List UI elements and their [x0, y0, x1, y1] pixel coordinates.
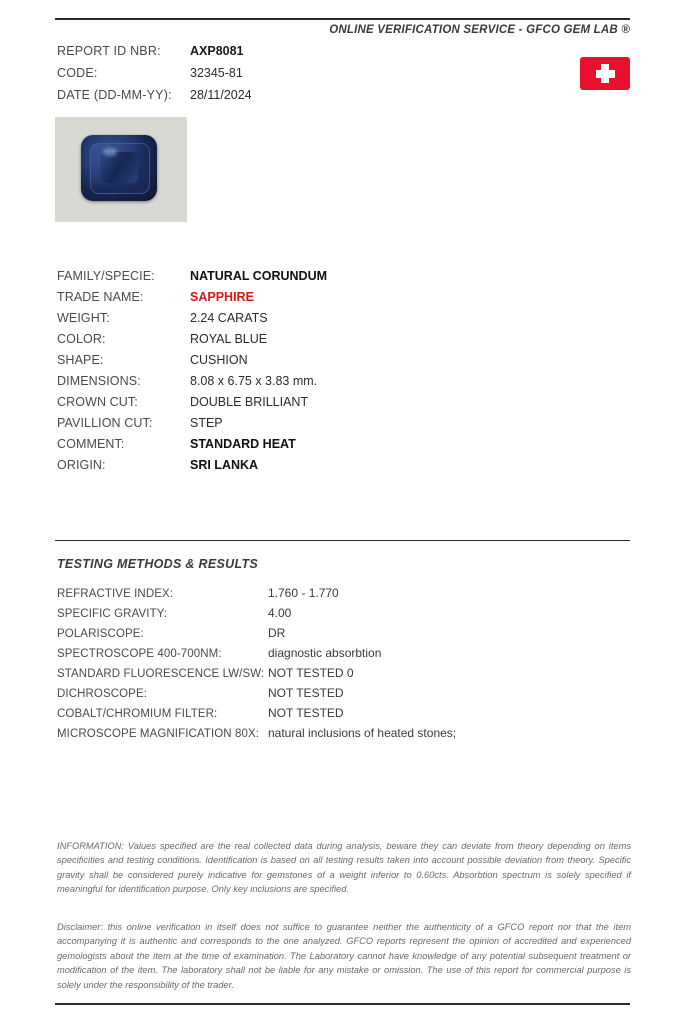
specification-list: [57, 269, 517, 479]
spec-value-weight: 2.24 CARATS: [190, 311, 268, 325]
spec-label-dimensions: DIMENSIONS:: [57, 374, 141, 388]
testing-section-divider: [55, 540, 630, 541]
test-value-fluorescence: NOT TESTED 0: [268, 666, 354, 680]
footer-divider: [55, 1003, 630, 1005]
report-code-row: [57, 66, 477, 80]
spec-value-pavillion-cut: STEP: [190, 416, 223, 430]
spec-label-family: FAMILY/SPECIE:: [57, 269, 155, 283]
spec-value-dimensions: 8.08 x 6.75 x 3.83 mm.: [190, 374, 318, 388]
report-id-value: AXP8081: [190, 44, 244, 58]
test-label-filter: COBALT/CHROMIUM FILTER:: [57, 708, 218, 720]
spec-label-color: COLOR:: [57, 332, 106, 346]
test-label-spectroscope: SPECTROSCOPE 400-700NM:: [57, 648, 222, 660]
spec-label-comment: COMMENT:: [57, 437, 125, 451]
test-row-polariscope: [57, 626, 617, 646]
testing-section-title: TESTING METHODS & RESULTS: [57, 557, 259, 571]
test-label-microscope: MICROSCOPE MAGNIFICATION 80X:: [57, 728, 260, 740]
flag-cross-horizontal: [596, 70, 615, 78]
spec-label-trade-name: TRADE NAME:: [57, 290, 144, 304]
test-row-filter: [57, 706, 617, 726]
gem-highlight: [103, 148, 117, 156]
spec-row-crown-cut: [57, 395, 517, 416]
test-row-dichroscope: [57, 686, 617, 706]
spec-row-comment: [57, 437, 517, 458]
test-value-spectroscope: diagnostic absorbtion: [268, 646, 382, 660]
test-row-specific-gravity: [57, 606, 617, 626]
spec-row-shape: [57, 353, 517, 374]
spec-value-crown-cut: DOUBLE BRILLIANT: [190, 395, 309, 409]
spec-value-shape: CUSHION: [190, 353, 248, 367]
page-title: ONLINE VERIFICATION SERVICE - GFCO GEM LAB ®: [329, 24, 630, 36]
test-value-dichroscope: NOT TESTED: [268, 686, 344, 700]
spec-row-trade-name: [57, 290, 517, 311]
report-id-block: [57, 44, 477, 110]
test-label-refractive-index: REFRACTIVE INDEX:: [57, 588, 174, 600]
spec-value-color: ROYAL BLUE: [190, 332, 268, 346]
test-label-fluorescence: STANDARD FLUORESCENCE LW/SW:: [57, 668, 265, 680]
swiss-flag-icon: [580, 57, 630, 90]
spec-row-weight: [57, 311, 517, 332]
test-label-specific-gravity: SPECIFIC GRAVITY:: [57, 608, 168, 620]
test-value-specific-gravity: 4.00: [268, 606, 292, 620]
spec-value-comment: STANDARD HEAT: [190, 437, 296, 451]
report-date-value: 28/11/2024: [190, 88, 252, 102]
spec-value-trade-name: SAPPHIRE: [190, 290, 254, 304]
spec-label-origin: ORIGIN:: [57, 458, 106, 472]
test-value-filter: NOT TESTED: [268, 706, 344, 720]
report-code-label: CODE:: [57, 66, 98, 80]
disclaimer-note: Disclaimer: this online verification in itself does not suffice to guarantee neither the authenticity of a GFCO report nor that the item accompanying it is authentic and corresponds to the one analyzed. GFCO reports represent the opinion of accredited and experienced gemologists about the item at the time of examination. The Laboratory cannot have knowledge of any potential subsequent treatment or modification of the item. The laboratory shall not be liable for any mistake or omission. The use of this report for commercial purpose is solely under the responsibility of the trader.: [57, 922, 631, 990]
gemstone-photo: [55, 117, 187, 222]
spec-value-family: NATURAL CORUNDUM: [190, 269, 328, 283]
spec-row-dimensions: [57, 374, 517, 395]
testing-results-list: [57, 586, 617, 746]
spec-label-pavillion-cut: PAVILLION CUT:: [57, 416, 153, 430]
test-row-refractive-index: [57, 586, 617, 606]
information-note: INFORMATION: Values specified are the real collected data during analysis, beware they can deviate from theory depending on items specificities and testing conditions. Identification is based on all testing results taken into account possible deviation from theory. Specific gravity shall be considered purely indicative for gemstones of a weight inferior to 0.60cts. Absorbtion spectrum is solely specified if meaningful for identification purpose. Only key inclusions are specified.: [57, 841, 631, 895]
spec-row-origin: [57, 458, 517, 479]
spec-row-color: [57, 332, 517, 353]
report-date-row: [57, 88, 477, 102]
report-id-label: REPORT ID NBR:: [57, 44, 161, 58]
test-row-spectroscope: [57, 646, 617, 666]
test-label-polariscope: POLARISCOPE:: [57, 628, 144, 640]
test-value-refractive-index: 1.760 - 1.770: [268, 586, 339, 600]
spec-value-origin: SRI LANKA: [190, 458, 259, 472]
gemstone-image: [81, 135, 157, 201]
gem-facet-inner: [100, 152, 138, 183]
spec-label-weight: WEIGHT:: [57, 311, 110, 325]
report-date-label: DATE (DD-MM-YY):: [57, 88, 172, 102]
spec-row-pavillion-cut: [57, 416, 517, 437]
spec-row-family: [57, 269, 517, 290]
report-id-row: [57, 44, 477, 58]
spec-label-crown-cut: CROWN CUT:: [57, 395, 138, 409]
test-value-polariscope: DR: [268, 626, 286, 640]
test-value-microscope: natural inclusions of heated stones;: [268, 726, 457, 740]
test-label-dichroscope: DICHROSCOPE:: [57, 688, 148, 700]
spec-label-shape: SHAPE:: [57, 353, 104, 367]
test-row-fluorescence: [57, 666, 617, 686]
test-row-microscope: [57, 726, 617, 746]
header-divider: [55, 18, 630, 20]
report-code-value: 32345-81: [190, 66, 243, 80]
